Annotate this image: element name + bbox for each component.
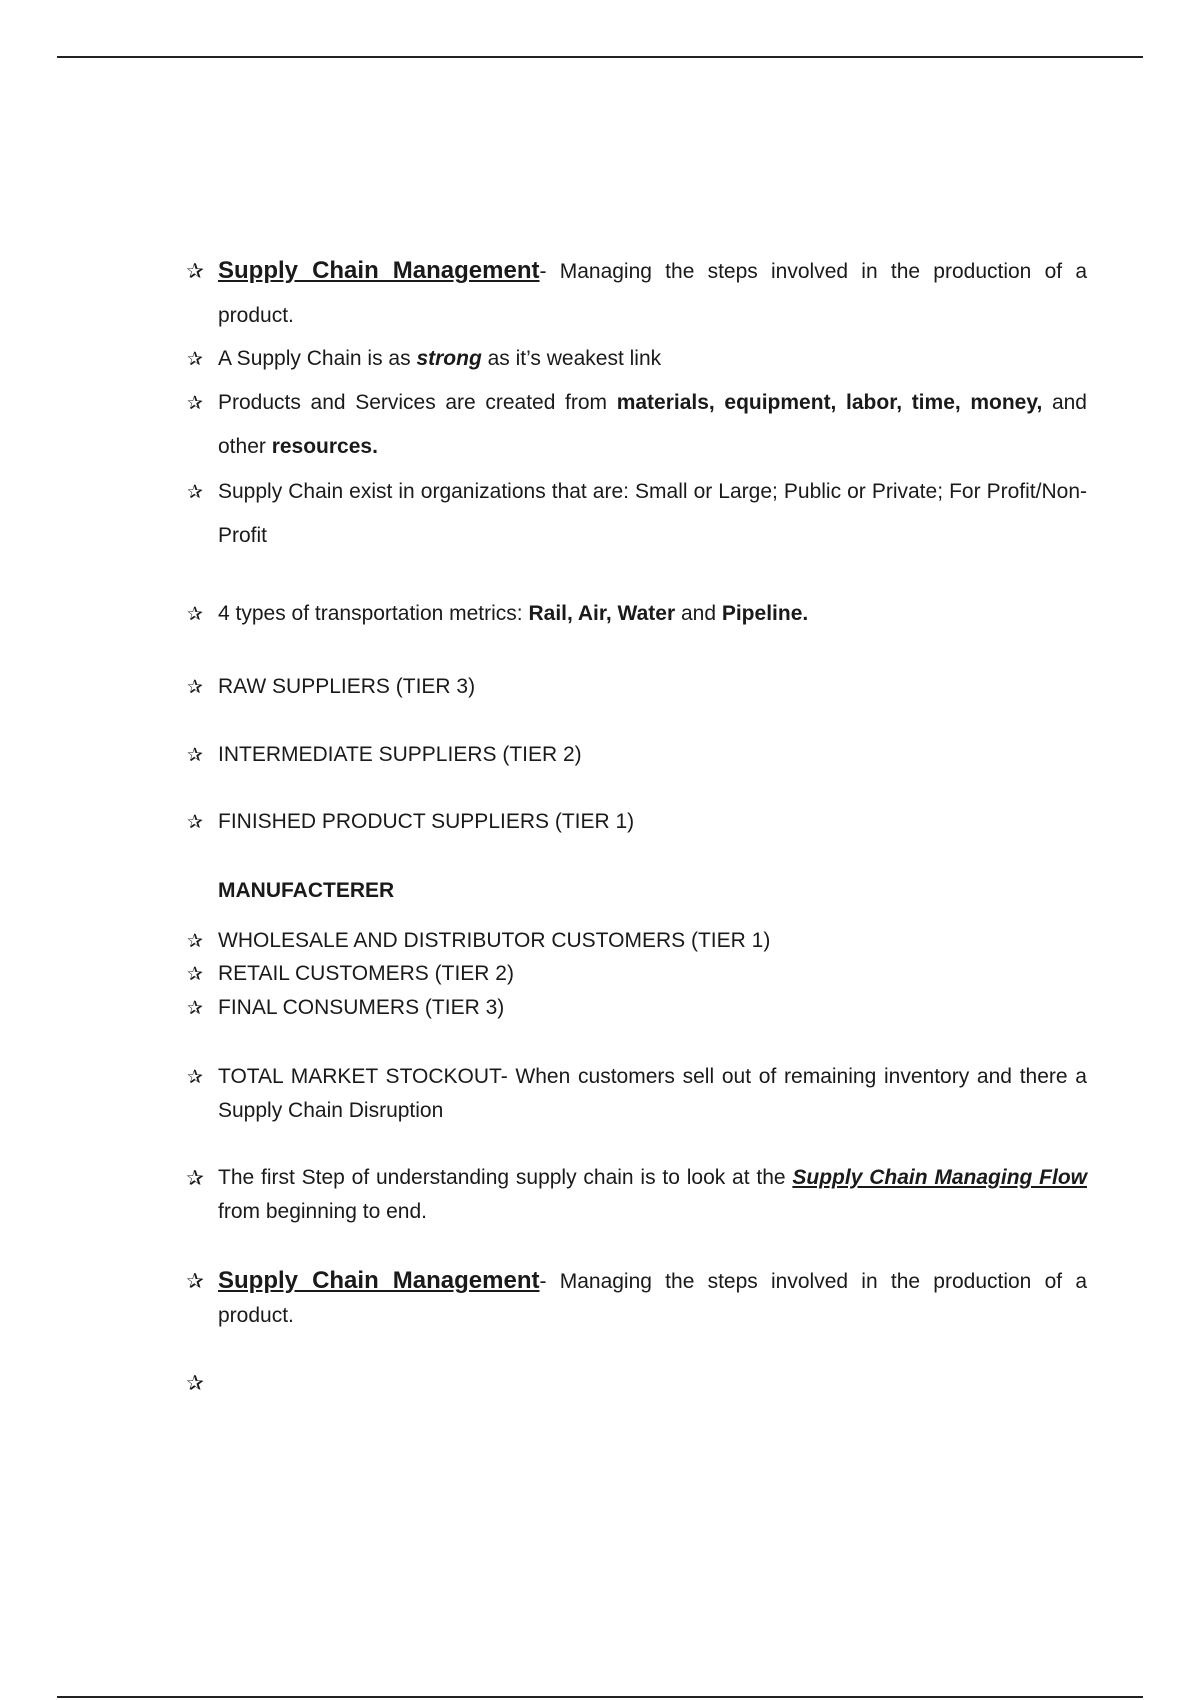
term-title: Supply Chain Management (218, 1267, 540, 1294)
flow-link-text: Supply Chain Managing Flow (792, 1166, 1087, 1189)
term-definition: - Managing the steps involved in the production of a product. (218, 260, 1087, 327)
list-item: ✰ Products and Services are created from materials, equipment, labor, time, money, and other resources. (184, 381, 1087, 469)
footer-rule (57, 1696, 1143, 1698)
list-item: ✰ RETAIL CUSTOMERS (TIER 2) (184, 958, 1087, 990)
list-item: ✰ TOTAL MARKET STOCKOUT- When customers sell out of remaining inventory and there a Supply Chain Disruption (184, 1060, 1087, 1128)
list-item: ✰ INTERMEDIATE SUPPLIERS (TIER 2) (184, 733, 1087, 777)
list-item: ✰ 4 types of transportation metrics: Rail, Air, Water and Pipeline. (184, 592, 1087, 636)
list-item (184, 249, 1087, 338)
list-item: ✰ The first Step of understanding supply chain is to look at the Supply Chain Managing Flow from beginning to end. (184, 1161, 1087, 1229)
star-bullet-icon: ✰ (187, 603, 203, 625)
star-bullet-icon: ✰ (187, 348, 203, 370)
star-bullet-icon: ✰ (187, 744, 203, 766)
star-bullet-icon: ✰ (187, 481, 203, 503)
term-definition: - Managing the steps involved in the production of a product. (218, 1270, 1087, 1327)
star-bullet-icon: ✰ (187, 392, 203, 414)
list-item: ✰ A Supply Chain is as strong as it’s weakest link (184, 337, 1087, 381)
star-bullet-icon: ✰ (187, 963, 203, 985)
star-bullet-icon: ✰ (186, 1269, 204, 1293)
term-title: Supply Chain Management (218, 257, 540, 284)
list-item: ✰ FINISHED PRODUCT SUPPLIERS (TIER 1) (184, 800, 1087, 844)
list-item: ✰ Supply Chain exist in organizations that are: Small or Large; Public or Private; For Profit/Non-Profit (184, 470, 1087, 558)
list-item: ✰ RAW SUPPLIERS (TIER 3) (184, 665, 1087, 709)
star-bullet-icon: ✰ (187, 997, 203, 1019)
list-item (184, 1264, 1087, 1333)
star-bullet-icon: ✰ (187, 676, 203, 698)
star-bullet-icon: ✰ (186, 1371, 204, 1395)
list-item: ✰ WHOLESALE AND DISTRIBUTOR CUSTOMERS (TIER 1) (184, 925, 1087, 957)
star-bullet-icon: ✰ (187, 811, 203, 833)
star-bullet-icon: ✰ (187, 1066, 203, 1088)
star-bullet-icon: ✰ (186, 259, 204, 283)
emphasis: strong (416, 347, 482, 370)
star-bullet-icon: ✰ (187, 930, 203, 952)
list-item: ✰ FINAL CONSUMERS (TIER 3) (184, 992, 1087, 1024)
section-heading: MANUFACTERER (218, 879, 395, 902)
star-bullet-icon: ✰ (186, 1166, 204, 1190)
